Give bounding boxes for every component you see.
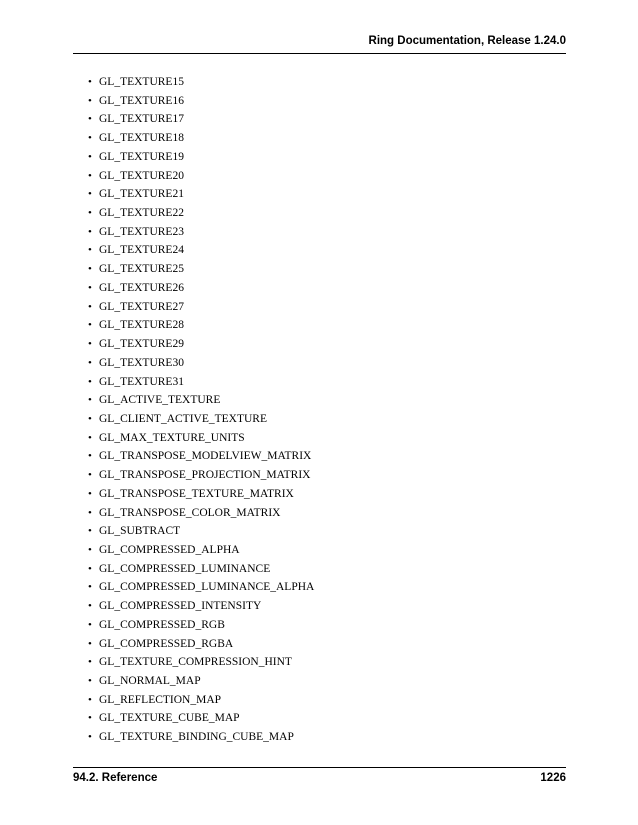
list-item	[88, 598, 314, 617]
bullet-icon: •	[88, 76, 92, 88]
constant-name: GL_TRANSPOSE_COLOR_MATRIX	[99, 506, 281, 519]
list-item	[88, 224, 314, 243]
constant-name: GL_COMPRESSED_LUMINANCE	[99, 562, 271, 575]
bullet-icon: •	[88, 169, 92, 182]
bullet-icon: •	[88, 113, 92, 126]
list-item	[88, 579, 314, 598]
constant-name: GL_SUBTRACT	[99, 525, 181, 538]
constant-name: GL_TRANSPOSE_PROJECTION_MATRIX	[99, 469, 311, 482]
bullet-icon: •	[88, 412, 92, 425]
bullet-icon: •	[88, 244, 92, 257]
bullet-icon: •	[88, 281, 92, 294]
constant-name: GL_TEXTURE_CUBE_MAP	[99, 712, 240, 725]
constant-name: GL_COMPRESSED_INTENSITY	[99, 600, 262, 613]
constant-list	[88, 74, 314, 748]
constant-name: GL_TEXTURE21	[99, 188, 184, 201]
constant-name: GL_TEXTURE15	[99, 76, 184, 88]
list-item	[88, 617, 314, 636]
bullet-icon: •	[88, 94, 92, 107]
bullet-icon: •	[88, 469, 92, 482]
bullet-icon: •	[88, 319, 92, 332]
list-item	[88, 336, 314, 355]
constant-name: GL_TEXTURE19	[99, 150, 184, 163]
list-item	[88, 430, 314, 449]
bullet-icon: •	[88, 375, 92, 388]
bullet-icon: •	[88, 132, 92, 145]
page-footer	[73, 767, 566, 788]
list-item	[88, 242, 314, 261]
bullet-icon: •	[88, 338, 92, 351]
constant-name: GL_TEXTURE24	[99, 244, 184, 257]
bullet-icon: •	[88, 300, 92, 313]
bullet-icon: •	[88, 731, 92, 744]
constant-name: GL_TEXTURE26	[99, 281, 184, 294]
list-item	[88, 374, 314, 393]
bullet-icon: •	[88, 188, 92, 201]
bullet-icon: •	[88, 394, 92, 407]
bullet-icon: •	[88, 431, 92, 444]
list-item	[88, 149, 314, 168]
bullet-icon: •	[88, 487, 92, 500]
constant-name: GL_TEXTURE17	[99, 113, 184, 126]
constant-name: GL_ACTIVE_TEXTURE	[99, 394, 221, 407]
list-item	[88, 486, 314, 505]
constant-name: GL_TRANSPOSE_MODELVIEW_MATRIX	[99, 450, 312, 463]
section-reference-link[interactable]: 94.2. Reference	[73, 772, 158, 784]
list-item	[88, 280, 314, 299]
constant-name: GL_TEXTURE23	[99, 225, 184, 238]
document-title: Ring Documentation, Release 1.24.0	[368, 35, 566, 47]
list-item	[88, 654, 314, 673]
bullet-icon: •	[88, 525, 92, 538]
bullet-icon: •	[88, 543, 92, 556]
list-item	[88, 299, 314, 318]
constant-name: GL_NORMAL_MAP	[99, 675, 201, 687]
page-header	[73, 33, 566, 54]
list-item	[88, 130, 314, 149]
bullet-icon: •	[88, 506, 92, 519]
bullet-icon: •	[88, 600, 92, 613]
constant-name: GL_TEXTURE_COMPRESSION_HINT	[99, 656, 292, 669]
list-item	[88, 505, 314, 524]
bullet-icon: •	[88, 693, 92, 706]
constant-name: GL_COMPRESSED_RGB	[99, 618, 225, 631]
list-item	[88, 692, 314, 711]
page-number: 1226	[540, 772, 566, 784]
constant-name: GL_TEXTURE16	[99, 94, 184, 107]
list-item	[88, 317, 314, 336]
constant-name: GL_TEXTURE25	[99, 263, 184, 276]
list-item	[88, 392, 314, 411]
constant-name: GL_TEXTURE20	[99, 169, 184, 182]
list-item	[88, 261, 314, 280]
bullet-icon: •	[88, 356, 92, 369]
constant-name: GL_CLIENT_ACTIVE_TEXTURE	[99, 412, 267, 425]
constant-name: GL_TEXTURE31	[99, 375, 184, 388]
bullet-icon: •	[88, 675, 92, 687]
list-item	[88, 729, 314, 748]
list-item	[88, 93, 314, 112]
list-item	[88, 710, 314, 729]
list-item	[88, 355, 314, 374]
constant-name: GL_TEXTURE22	[99, 207, 184, 220]
list-item	[88, 111, 314, 130]
constant-name: GL_TEXTURE30	[99, 356, 184, 369]
list-item	[88, 186, 314, 205]
constant-name: GL_COMPRESSED_ALPHA	[99, 543, 240, 556]
constant-name: GL_COMPRESSED_RGBA	[99, 637, 234, 650]
list-item	[88, 542, 314, 561]
constant-name: GL_MAX_TEXTURE_UNITS	[99, 431, 245, 444]
constant-name: GL_TRANSPOSE_TEXTURE_MATRIX	[99, 487, 294, 500]
constant-name: GL_TEXTURE27	[99, 300, 184, 313]
bullet-icon: •	[88, 712, 92, 725]
list-item	[88, 74, 314, 93]
bullet-icon: •	[88, 618, 92, 631]
bullet-icon: •	[88, 637, 92, 650]
list-item	[88, 673, 314, 692]
constant-name: GL_TEXTURE_BINDING_CUBE_MAP	[99, 731, 294, 744]
bullet-icon: •	[88, 450, 92, 463]
list-item	[88, 411, 314, 430]
bullet-icon: •	[88, 207, 92, 220]
bullet-icon: •	[88, 581, 92, 594]
constant-name: GL_TEXTURE28	[99, 319, 184, 332]
constant-name: GL_TEXTURE18	[99, 132, 184, 145]
bullet-icon: •	[88, 225, 92, 238]
bullet-icon: •	[88, 656, 92, 669]
bullet-icon: •	[88, 150, 92, 163]
list-item	[88, 561, 314, 580]
bullet-icon: •	[88, 562, 92, 575]
list-item	[88, 168, 314, 187]
list-item	[88, 467, 314, 486]
list-item	[88, 205, 314, 224]
constant-name: GL_COMPRESSED_LUMINANCE_ALPHA	[99, 581, 315, 594]
list-item	[88, 636, 314, 655]
list-item	[88, 523, 314, 542]
bullet-icon: •	[88, 263, 92, 276]
constant-name: GL_TEXTURE29	[99, 338, 184, 351]
list-item	[88, 448, 314, 467]
constant-name: GL_REFLECTION_MAP	[99, 693, 222, 706]
